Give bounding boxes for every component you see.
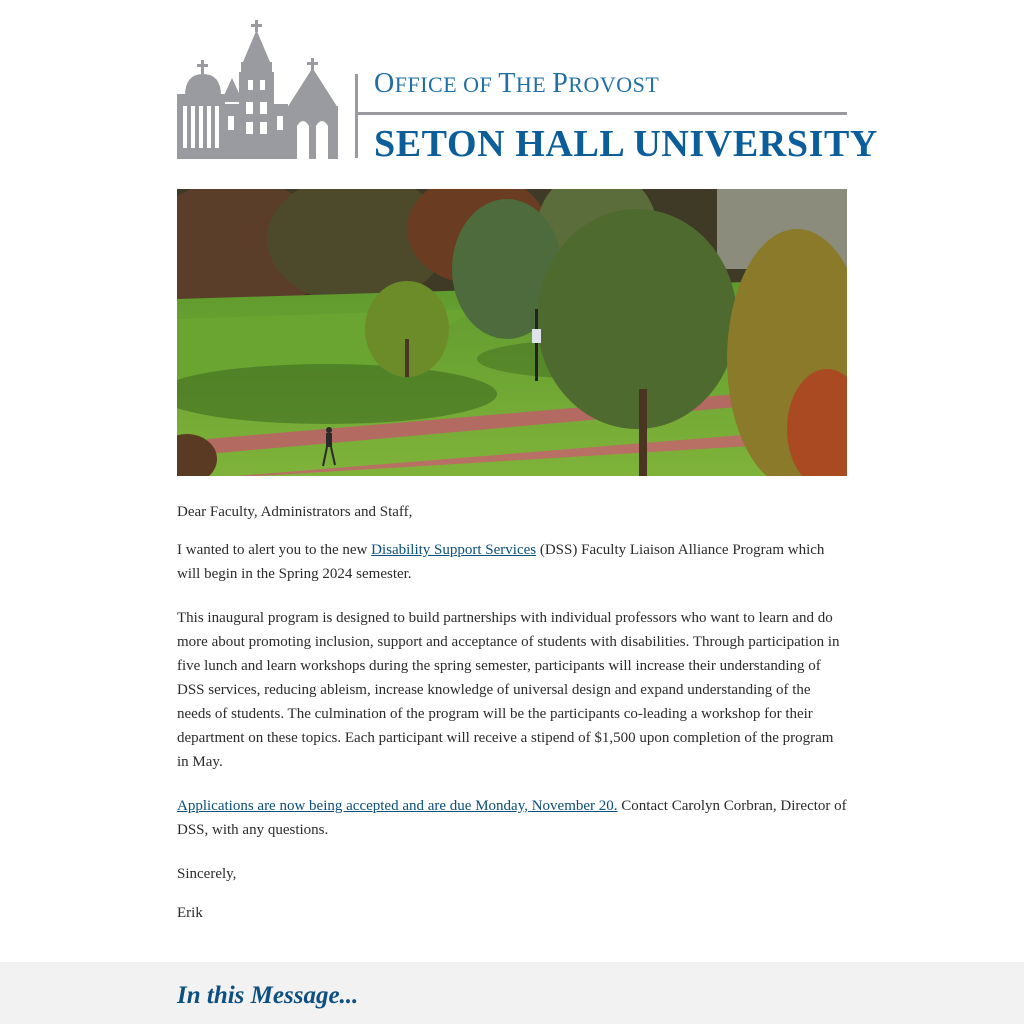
office-of-the-provost-title: OFFICE OF THE PROVOST	[374, 68, 660, 99]
paragraph-applications: Applications are now being accepted and are due Monday, November 20. Contact Carolyn Corbran, Director of DSS, with any questions.	[177, 798, 847, 838]
paragraph-intro: I wanted to alert you to the new Disability Support Services (DSS) Faculty Liaison Alliance Program which will begin in the Spring 2024 semester.	[177, 542, 825, 582]
section-title: In this Message...	[177, 982, 359, 1009]
campus-lawn-photo	[177, 189, 847, 476]
greeting: Dear Faculty, Administrators and Staff,	[177, 504, 413, 520]
in-this-message-section	[0, 962, 1024, 1024]
provost-header	[177, 18, 878, 165]
disability-support-services-link[interactable]: Disability Support Services	[371, 542, 537, 558]
signature: Erik	[177, 905, 203, 921]
church-building-icon	[177, 18, 342, 163]
paragraph-program-description: This inaugural program is designed to build partnerships with individual professors who want to learn and do more about promoting inclusion, support and acceptance of students with disabilities. Through participation in five lunch and learn workshops during the spring semester, participants will increase their understanding of DSS services, reducing ableism, increase knowledge of universal design and expand understanding of the needs of students. The culmination of the program will be the participants co-leading a workshop for their department on these topics. Each participant will receive a stipend of $1,500 upon completion of the program in May.	[177, 610, 840, 770]
applications-link[interactable]: Applications are now being accepted and are due Monday, November 20.	[177, 798, 618, 814]
closing: Sincerely,	[177, 866, 237, 882]
logo-vertical-divider	[355, 74, 358, 158]
message-body	[177, 500, 847, 945]
logo-horizontal-divider	[358, 112, 847, 115]
university-name: SETON HALL UNIVERSITY	[374, 123, 878, 165]
